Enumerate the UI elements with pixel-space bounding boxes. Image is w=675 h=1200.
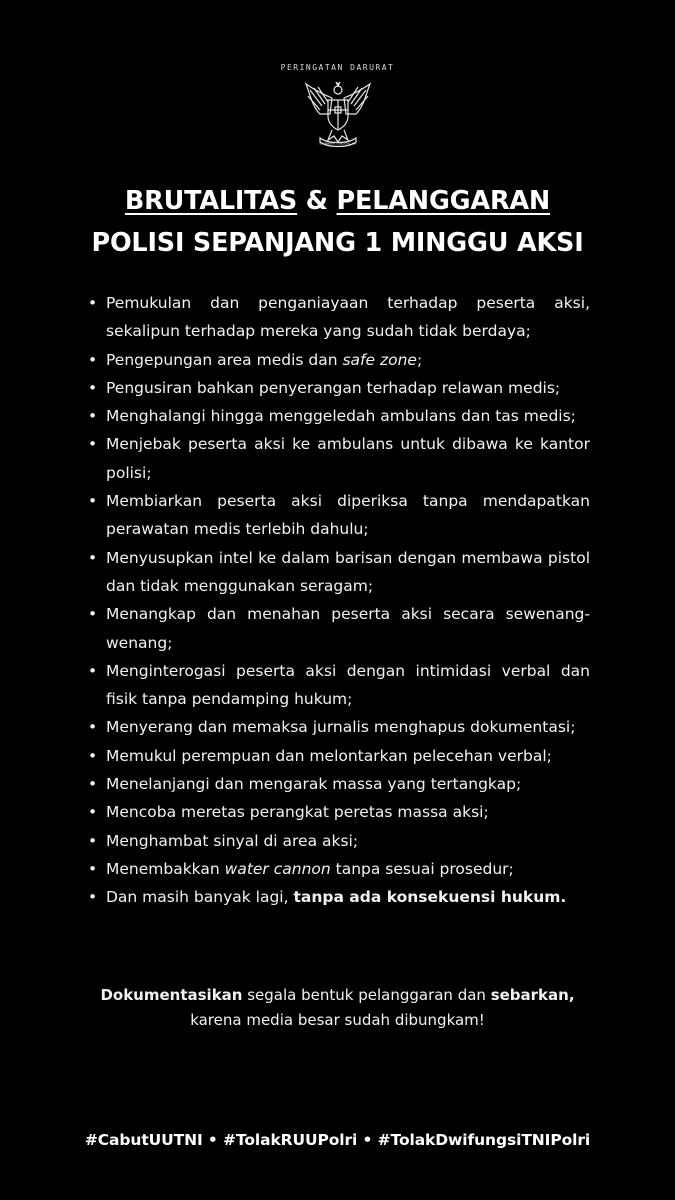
- svg-text:BHINNEKA TUNGGAL IKA: BHINNEKA TUNGGAL IKA: [319, 141, 357, 146]
- list-item: • Menyusupkan intel ke dalam barisan dengan membawa pistol dan tidak menggunakan seragam;: [90, 544, 590, 601]
- title-line-1: [0, 180, 675, 222]
- list-item: • Menjebak peserta aksi ke ambulans untuk dibawa ke kantor polisi;: [90, 430, 590, 487]
- hashtags: #CabutUUTNI • #TolakRUUPolri • #TolakDwifungsiTNIPolri: [84, 1131, 591, 1149]
- garuda-emblem-icon: [302, 80, 374, 152]
- title-word-brutalitas: BRUTALITAS: [124, 186, 298, 216]
- page-title: [0, 180, 675, 264]
- list-item: • Pengepungan area medis dan safe zone;: [90, 346, 590, 374]
- title-ampersand: &: [297, 186, 337, 216]
- list-item: • Membiarkan peserta aksi diperiksa tanpa mendapatkan perawatan medis terlebih dahulu;: [90, 487, 590, 544]
- header-label: PERINGATAN DARURAT: [280, 63, 395, 72]
- list-item: • Pengusiran bahkan penyerangan terhadap relawan medis;: [90, 374, 590, 402]
- call-to-action: [0, 983, 675, 1033]
- list-item: • Mencoba meretas perangkat peretas massa aksi;: [90, 798, 590, 826]
- list-item: • Menghambat sinyal di area aksi;: [90, 827, 590, 855]
- list-item: • Menginterogasi peserta aksi dengan intimidasi verbal dan fisik tanpa pendamping hukum;: [90, 657, 590, 714]
- violations-list: [90, 289, 590, 912]
- list-item: • Menyerang dan memaksa jurnalis menghapus dokumentasi;: [90, 713, 590, 741]
- cta-line-1: Dokumentasikan segala bentuk pelanggaran dan sebarkan,: [100, 986, 575, 1004]
- list-item: • Dan masih banyak lagi, tanpa ada konsekuensi hukum.: [90, 883, 590, 911]
- list-item: • Menghalangi hingga menggeledah ambulans dan tas medis;: [90, 402, 590, 430]
- list-item: • Menangkap dan menahan peserta aksi secara sewenang-wenang;: [90, 600, 590, 657]
- title-line-2: POLISI SEPANJANG 1 MINGGU AKSI: [91, 228, 584, 258]
- list-item: • Menelanjangi dan mengarak massa yang tertangkap;: [90, 770, 590, 798]
- list-item: • Memukul perempuan dan melontarkan pelecehan verbal;: [90, 742, 590, 770]
- list-item: • Pemukulan dan penganiayaan terhadap peserta aksi, sekalipun terhadap mereka yang sudah tidak berdaya;: [90, 289, 590, 346]
- title-word-pelanggaran: PELANGGARAN: [336, 186, 551, 216]
- cta-line-2: karena media besar sudah dibungkam!: [190, 1011, 485, 1029]
- list-item: • Menembakkan water cannon tanpa sesuai prosedur;: [90, 855, 590, 883]
